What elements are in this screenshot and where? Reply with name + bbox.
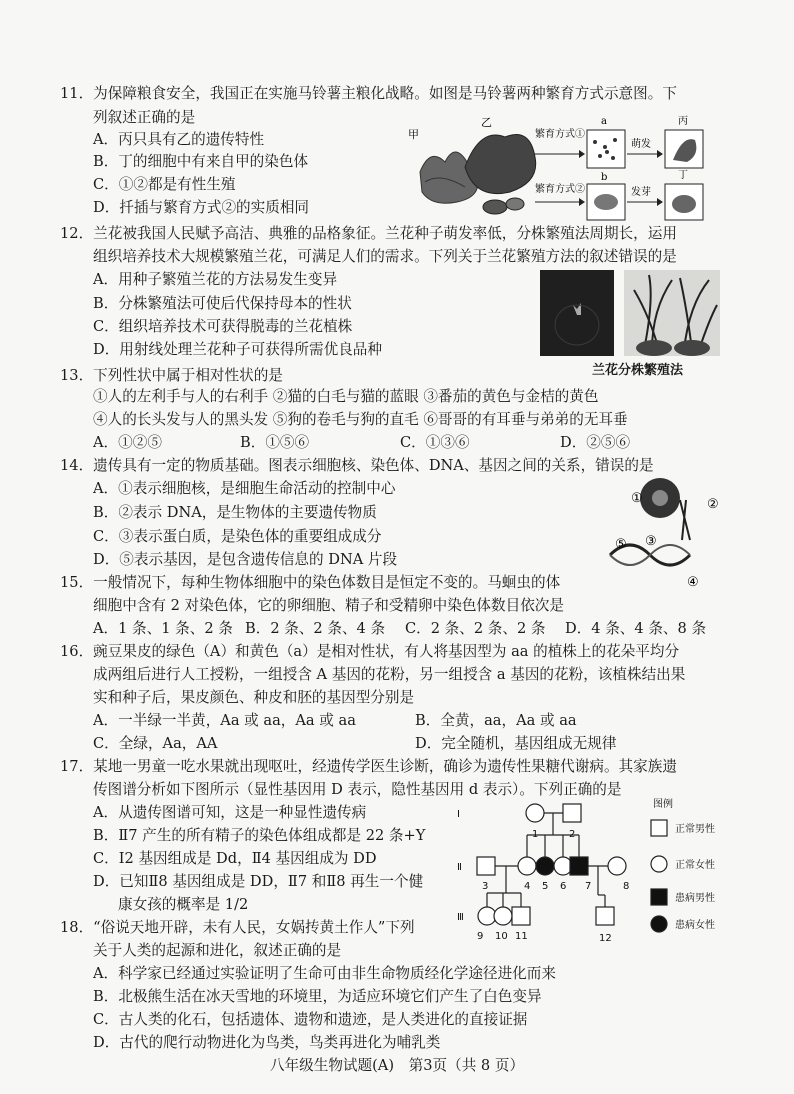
person-10 — [494, 907, 512, 925]
orchid-sprout-icon — [540, 270, 614, 356]
gen-label-2: Ⅱ — [457, 862, 462, 873]
num-7: 7 — [585, 881, 592, 892]
label-sprout1: 萌发 — [631, 139, 651, 150]
person-3 — [477, 857, 495, 875]
q13-option-a: A．①②⑤ — [93, 434, 162, 451]
q12-option-c: C．组织培养技术可获得脱毒的兰花植株 — [93, 318, 353, 335]
arrow-head-1 — [579, 150, 585, 158]
num-12: 12 — [599, 933, 612, 944]
person-12 — [596, 907, 614, 925]
gen-label-1: Ⅰ — [457, 809, 460, 820]
legend-normal-female: 正常女性 — [675, 860, 715, 871]
q16-option-b: B．全黄，aa，Aa 或 aa — [415, 712, 577, 729]
q13-stem-2: ①人的左利手与人的右利手 ②猫的白毛与猫的蓝眼 ③番茄的黄色与金桔的黄色 — [93, 388, 599, 405]
q14-option-d: D．⑤表示基因，是包含遗传信息的 DNA 片段 — [93, 551, 398, 568]
q14-option-c: C．③表示蛋白质，是染色体的重要组成成分 — [93, 528, 382, 545]
pedigree-legend — [651, 820, 667, 932]
arrow-head-4 — [657, 198, 663, 206]
q17-option-b: B．Ⅱ7 产生的所有精子的染色体组成都是 22 条+Y — [93, 827, 426, 844]
label-sprout2: 发芽 — [631, 187, 651, 198]
q16-option-d: D．完全随机，基因组成无规律 — [415, 735, 617, 752]
q12-option-a: A．用种子繁殖兰花的方法易发生变异 — [93, 271, 338, 288]
tuber-icon — [594, 194, 618, 210]
q11-option-b: B．丁的细胞中有来自甲的染色体 — [93, 153, 309, 170]
orchid-photo-2 — [624, 270, 720, 356]
arrow-head-2 — [657, 150, 663, 158]
orchid-division-icon — [624, 270, 720, 356]
label-bing: 丙 — [678, 116, 688, 127]
q16-stem-3: 实和种子后，果皮颜色、种皮和胚的基因型分别是 — [93, 689, 415, 706]
orchid-caption: 兰花分株繁殖法 — [592, 363, 684, 378]
q12-option-b: B．分株繁殖法可使后代保持母本的性状 — [93, 295, 352, 312]
person-4 — [518, 857, 536, 875]
label-a: a — [601, 116, 607, 127]
chromosome-shape — [680, 500, 690, 540]
legend-affected-male-icon — [651, 889, 667, 905]
num-1: 1 — [532, 829, 539, 840]
label-method2: 繁育方式② — [535, 184, 585, 195]
ding-sprouted-tuber-icon — [672, 195, 696, 213]
plant-yi-illustration — [465, 135, 536, 215]
q11-option-c: C．①②都是有性生殖 — [93, 176, 236, 193]
potato-propagation-figure — [395, 112, 725, 222]
q18-option-a: A．科学家已经通过实验证明了生命可由非生命物质经化学途径进化而来 — [93, 965, 556, 982]
label-b: b — [601, 172, 608, 183]
nucleus-chromosome-dna-figure — [595, 470, 725, 590]
num-9: 9 — [477, 931, 484, 942]
person-1 — [526, 804, 544, 822]
q15-option-b: B．2 条、2 条、4 条 — [245, 620, 386, 637]
label-yi: 乙 — [481, 116, 492, 129]
q17-stem-2: 传图谱分析如下图所示（显性基因用 D 表示，隐性基因用 d 表示）。下列正确的是 — [93, 781, 622, 798]
person-9 — [478, 907, 496, 925]
legend-affected-male: 患病男性 — [675, 893, 715, 904]
num-6: 6 — [560, 881, 567, 892]
nucleolus-shape — [652, 490, 668, 506]
q17-option-a: A．从遗传图谱可知，这是一种显性遗传病 — [93, 804, 367, 821]
q13-stem-3: ④人的长头发与人的黑头发 ⑤狗的卷毛与狗的直毛 ⑥哥哥的有耳垂与弟弟的无耳垂 — [93, 411, 628, 428]
legend-title: 图例 — [653, 799, 673, 810]
q11-stem-2: 列叙述正确的是 — [93, 109, 196, 126]
q15-stem-1: 15．一般情况下，每种生物体细胞中的染色体数目是恒定不变的。马蛔虫的体 — [60, 574, 561, 591]
q15-option-c: C．2 条、2 条、2 条 — [405, 620, 546, 637]
person-8 — [608, 857, 626, 875]
person-5 — [536, 857, 554, 875]
num-8: 8 — [623, 881, 630, 892]
person-2 — [563, 804, 581, 822]
q18-stem-1: 18．“俗说天地开辟，未有人民，女娲抟黄土作人”下列 — [60, 919, 415, 936]
q13-option-b: B．①⑤⑥ — [240, 434, 310, 451]
legend-normal-female-icon — [651, 856, 667, 872]
person-11 — [512, 907, 530, 925]
label-2: ② — [707, 497, 719, 512]
num-5: 5 — [542, 881, 549, 892]
q16-stem-2: 成两组后进行人工授粉，一组授含 A 基因的花粉，另一组授含 a 基因的花粉，该植株结出果 — [93, 666, 686, 683]
legend-normal-male: 正常男性 — [675, 824, 715, 835]
q12-stem-1: 12．兰花被我国人民赋予高洁、典雅的品格象征。兰花种子萌发率低，分株繁殖法周期长，运用 — [60, 225, 677, 242]
q13-stem-1: 13．下列性状中属于相对性状的是 — [60, 367, 283, 384]
orchid-photo-1 — [540, 270, 614, 356]
num-2: 2 — [569, 829, 576, 840]
label-5: ⑤ — [615, 537, 627, 552]
q13-option-d: D．②⑤⑥ — [560, 434, 631, 451]
label-3: ③ — [645, 534, 657, 549]
pedigree-chart — [455, 795, 730, 945]
person-7 — [570, 857, 588, 875]
q11-option-d: D．扦插与繁育方式②的实质相同 — [93, 199, 310, 216]
q17-option-d: D．已知Ⅱ8 基因组成是 DD，Ⅱ7 和Ⅱ8 再生一个健 — [93, 873, 424, 890]
legend-affected-female: 患病女性 — [675, 920, 715, 931]
num-11: 11 — [515, 931, 528, 942]
q14-option-b: B．②表示 DNA，是生物体的主要遗传物质 — [93, 504, 377, 521]
legend-affected-female-icon — [651, 916, 667, 932]
page-footer: 八年级生物试题(A) 第3页（共 8 页） — [269, 1057, 525, 1074]
q16-stem-1: 16．豌豆果皮的绿色（A）和黄色（a）是相对性状，有人将基因型为 aa 的植株上的花朵平均分 — [60, 643, 680, 660]
q14-option-a: A．①表示细胞核，是细胞生命活动的控制中心 — [93, 480, 396, 497]
q15-stem-2: 细胞中含有 2 对染色体，它的卵细胞、精子和受精卵中染色体数目依次是 — [93, 597, 564, 614]
num-10: 10 — [495, 931, 508, 942]
q11-option-a: A．丙只具有乙的遗传特性 — [93, 131, 265, 148]
q13-option-c: C．①③⑥ — [400, 434, 470, 451]
q16-option-c: C．全绿，Aa，AA — [93, 735, 218, 752]
q17-stem-1: 17．某地一男童一吃水果就出现呕吐，经遗传学医生诊断，确诊为遗传性果糖代谢病。其家族遗 — [60, 758, 677, 775]
q15-option-a: A．1 条、1 条、2 条 — [93, 620, 233, 637]
label-4: ④ — [687, 575, 699, 590]
num-4: 4 — [524, 881, 531, 892]
label-1: ① — [631, 491, 643, 506]
q17-option-c: C．Ⅰ2 基因组成是 Dd，Ⅱ4 基因组成为 DD — [93, 850, 377, 867]
q12-stem-2: 组织培养技术大规模繁殖兰花，可满足人们的需求。下列关于兰花繁殖方法的叙述错误的是 — [93, 248, 677, 265]
arrow-head-3 — [579, 198, 585, 206]
box-a-seeds — [587, 130, 625, 168]
q16-option-a: A．一半绿一半黄，Aa 或 aa，Aa 或 aa — [93, 712, 356, 729]
q18-option-c: C．古人类的化石，包括遗体、遗物和遗迹，是人类进化的直接证据 — [93, 1011, 528, 1028]
q18-option-d: D．古代的爬行动物进化为鸟类，鸟类再进化为哺乳类 — [93, 1034, 441, 1051]
num-3: 3 — [482, 881, 489, 892]
gen-label-3: Ⅲ — [457, 912, 464, 923]
q17-option-d-cont: 康女孩的概率是 1/2 — [118, 896, 249, 913]
label-jia: 甲 — [408, 128, 419, 141]
q18-option-b: B．北极熊生活在冰天雪地的环境里，为适应环境它们产生了白色变异 — [93, 988, 542, 1005]
q15-option-d: D．4 条、4 条、8 条 — [565, 620, 707, 637]
q12-option-d: D．用射线处理兰花种子可获得所需优良品种 — [93, 341, 382, 358]
label-method1: 繁育方式① — [535, 129, 585, 140]
q14-stem-1: 14．遗传具有一定的物质基础。图表示细胞核、染色体、DNA、基因之间的关系，错误的是 — [60, 457, 654, 474]
q18-stem-2: 关于人类的起源和进化，叙述正确的是 — [93, 942, 342, 959]
person-6 — [554, 857, 572, 875]
label-ding: 丁 — [678, 170, 688, 181]
legend-normal-male-icon — [651, 820, 667, 836]
q11-stem-1: 11．为保障粮食安全，我国正在实施马铃薯主粮化战略。如图是马铃薯两种繁育方式示意图。下 — [60, 85, 677, 102]
